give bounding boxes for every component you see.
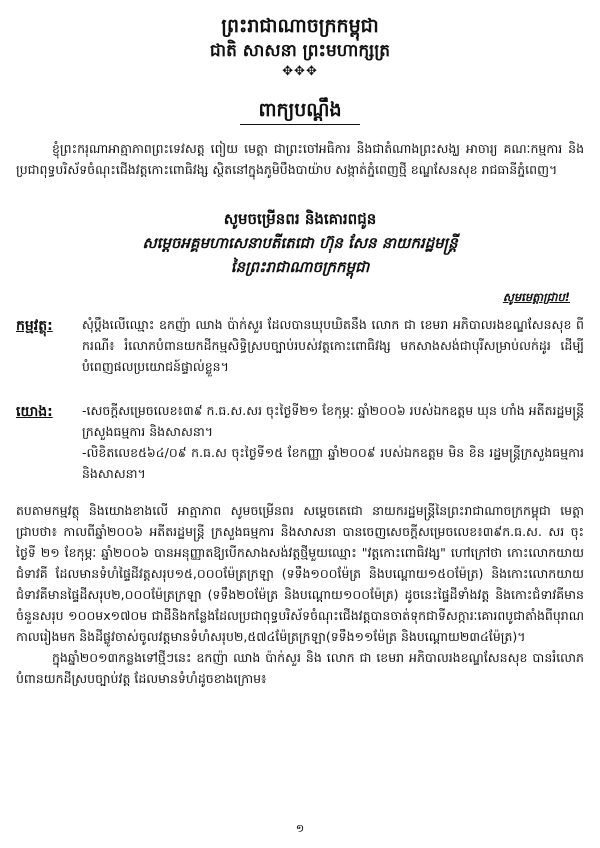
reference-item-2: -លិខិតលេខ៥៦៤/០៩ ក.ធ.ស ចុះថ្ងៃទី១៥ ខែកញ្ញា ឆ្នាំ២០០៩ របស់ឯកឧត្តម មិន ខិន រដ្ឋមន្ត្រីក្រសួងធម្មការ និងសាសនា។ bbox=[82, 445, 584, 481]
subject-block bbox=[82, 314, 584, 377]
address-line-2: សម្ដេចអគ្គមហាសេនាបតីតេជោ ហ៊ុន សែន នាយករដ្ឋមន្ត្រី bbox=[142, 234, 458, 252]
intro-text: ខ្ញុំព្រះករុណាអាត្មាភាពព្រះទេវសត្ត ពៀយ មេត្តា ជាព្រះចៅអធិការ និងជាតំណាងព្រះសង្ឃ អាចារ្យ គណៈកម្មការ និងប្រជាពុទ្ធបរិស័ទចំណុះជើងវត្តកោះពោធិវង្ស ស្ថិតនៅក្នុងភូមិបឹងបាយ៉ាប សង្កាត់ភ្នំពេញថ្មី ខណ្ឌសែនសុខ រាជធានីភ្នំពេញ។ bbox=[16, 141, 584, 177]
address-line-3: នៃព្រះរាជាណាចក្រកម្ពុជា bbox=[230, 258, 370, 276]
intro-paragraph bbox=[16, 138, 584, 180]
body-block bbox=[16, 500, 584, 689]
reference-label: យោង: bbox=[16, 404, 53, 420]
page-number: ១ bbox=[295, 822, 305, 835]
reference-block bbox=[82, 400, 584, 484]
subject-text: សុំប្តឹងលើឈ្មោះ ឧកញ៉ា ឈាង ប៉ាក់សួរ ដែលបានឃុបឃិតនឹង លោក ជា ខេមរា អភិបាលរងខណ្ឌសែនសុខ ពីករណី៖ រំលោភបំពានយកដីកម្មសិទ្ធិស្របច្បាប់របស់វត្តកោះពោធិវង្ស មកសាងសង់ជាបុរីសម្រាប់លក់ដូរ ដើម្បីបំពេញផលប្រយោជន៍ផ្ទាល់ខ្លួន។ bbox=[82, 317, 584, 374]
address-line-1: សូមចម្រើនពរ និងគោរពជូន bbox=[223, 210, 377, 228]
ornament-divider: ✥✥✥ bbox=[282, 64, 318, 79]
document-title: ពាក្យបណ្ដឹង bbox=[258, 99, 342, 121]
national-motto: ជាតិ សាសនា ព្រះមហាក្សត្រ bbox=[209, 41, 391, 61]
reference-item-1: -សេចក្តីសម្រេចលេខ៖៣៩ ក.ធ.ស.សរ ចុះថ្ងៃទី២១ ខែកុម្ភៈ ឆ្នាំ២០០៦ របស់ឯកឧត្តម ឃុន ហាំង អតីតរដ្ឋមន្ត្រី ក្រសួងធម្មការ និងសាសនា។ bbox=[82, 403, 584, 439]
body-paragraph-2: ក្នុងឆ្នាំ២០១៣កន្លងទៅថ្មីៗនេះ ឧកញ៉ា ឈាង ប៉ាក់សួរ និង លោក ជា ខេមរា អភិបាលរងខណ្ឌសែនសុខ បានរំលោភបំពានយកដីស្របច្បាប់វត្ត ដែលមានទំហំដូចខាងក្រោម៖ bbox=[16, 650, 584, 686]
body-paragraph-1: តបតាមកម្មវត្ថុ និងយោងខាងលើ អាត្មាភាព សូមចម្រើនពរ សម្តេចតេជោ នាយករដ្ឋមន្ត្រីនៃព្រះរាជាណាចក្រកម្ពុជា មេត្តាជ្រាបថា៖ កាលពីឆ្នាំ២០០៦ អតីតរដ្ឋមន្ត្រី ក្រសួងធម្មការ និងសាសនា បានចេញសេចក្តីសម្រេចលេខ៖៣៩ក.ធ.ស. សរ ចុះថ្ងៃទី ២១ ខែកុម្ភៈ ឆ្នាំ២០០៦ បានអនុញ្ញាតឱ្យបើកសាងសង់វត្តថ្មីមួយឈ្មោះ "វត្តកោះពោធិវង្ស" ហៅក្រៅថា កោះលោកយាយជំទាវគី ដែលមានទំហំផ្ទៃដីវត្តសរុប១៥,០០០ម៉ែត្រក្រឡា (ទទឹង១០០ម៉ែត្រ និងបណ្ដោយ១៥០ម៉ែត្រ) និងកោះលោកយាយជំទាវគីមានផ្ទៃដីសរុប២,០០០ម៉ែត្រក្រឡា (ទទឹង២០ម៉ែត្រ និងបណ្ដោយ១០០ម៉ែត្រ) ដូចនេះផ្ទៃដីទាំងវត្ត និងកោះជំទាវគីមានចំនួនសរុប ១០០មx១៧០ម ជាដីនិងកន្លែងដែលប្រជាពុទ្ធបរិស័ទចំណុះជើងវត្តបានចាត់ទុកជាទីសក្ការៈគោរពបូជាតាំងពីបុរាណកាលរៀងមក និងដីផ្លូវចាស់ចូលវត្តមានទំហំសរុប២,៥៧៤ម៉ែត្រក្រឡា(ទទឹង១១ម៉ែត្រ និងបណ្ដោយ២៣៤ម៉ែត្រ)។ bbox=[16, 503, 584, 644]
subject-label: កម្មវត្ថុ: bbox=[16, 318, 53, 334]
salutation: សូមមេត្តាជ្រាប! bbox=[502, 290, 570, 304]
title-underline bbox=[240, 124, 360, 125]
kingdom-heading: ព្រះរាជាណាចក្រកម្ពុជា bbox=[221, 15, 379, 37]
